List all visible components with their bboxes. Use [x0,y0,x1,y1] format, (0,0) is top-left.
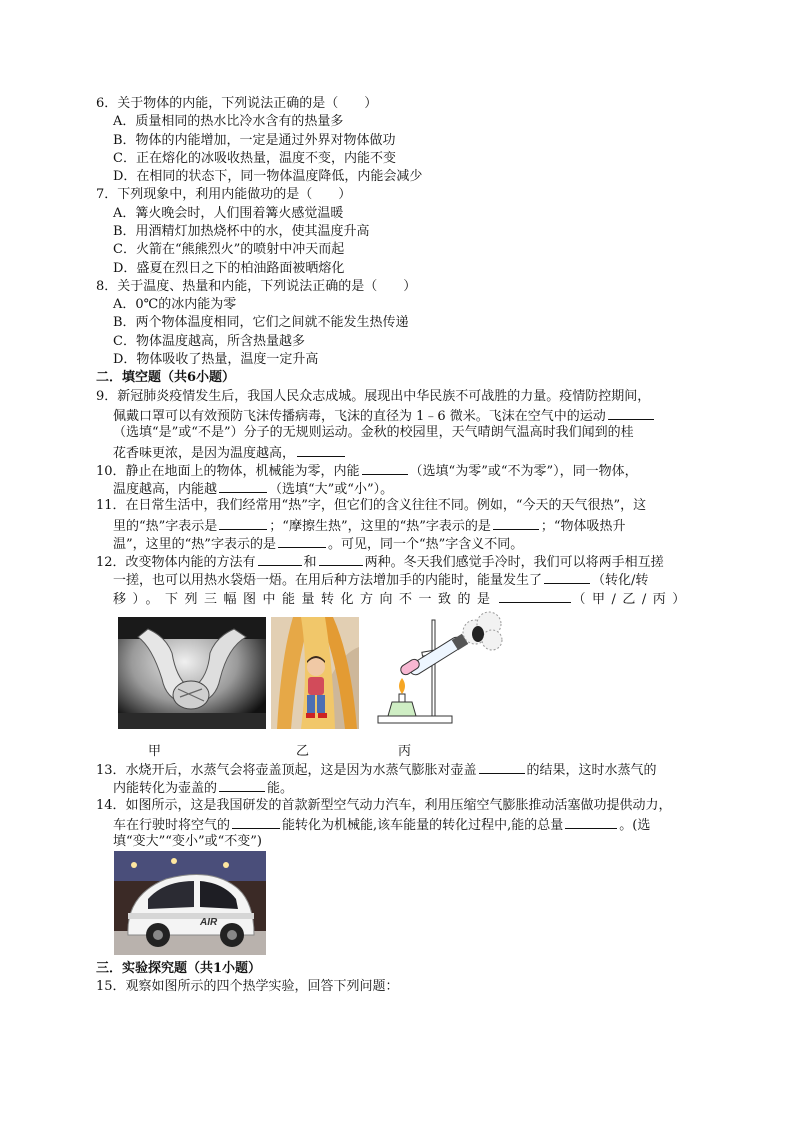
figure-yi-child-slide [271,617,359,729]
q11-blank-1[interactable] [219,516,267,530]
q6-option-d: D．在相同的状态下，同一物体温度降低，内能会减少 [113,169,423,184]
q10-line-1: 10．静止在地面上的物体，机械能为零，内能 （选填“为零”或“不为零”），同一物体， [96,461,638,481]
q7-stem: 7．下列现象中，利用内能做功的是（ ） [96,187,352,202]
q8-option-d: D．物体吸收了热量，温度一定升高 [113,352,319,367]
q13-blank-2[interactable] [219,778,265,792]
section-heading-experiment: 三．实验探究题（共1小题） [96,961,262,976]
q9-line-1: 9．新冠肺炎疫情发生后，我国人民众志成城。展现出中华民族不可战胜的力量。疫情防控期间， [96,389,651,404]
car-air-badge: AIR [200,917,218,928]
q15-stem: 15．观察如图所示的四个热学实验，回答下列问题： [96,979,399,994]
q14-blank-1[interactable] [232,815,280,829]
caption-jia: 甲 [148,744,162,759]
q9-blank-2[interactable] [297,443,345,457]
caption-yi: 乙 [296,744,310,759]
figure-jia-rubbing-hands [118,617,266,729]
q9-line-2: 佩戴口罩可以有效预防飞沫传播病毒，飞沫的直径为 1﹣6 微米。飞沫在空气中的运动 [113,406,656,426]
q11-line-2: 里的“热”字表示是 ；“摩擦生热”，这里的“热”字表示的是 ；“物体吸热升 [113,516,626,536]
q6-option-c: C．正在熔化的冰吸收热量，温度不变，内能不变 [113,151,396,166]
q9-blank-1[interactable] [608,406,654,420]
q9-line-3: （选填“是”或“不是”）分子的无规则运动。金秋的校园里，天气晴朗气温高时我们闻到的桂 [113,425,634,440]
q11-blank-3[interactable] [278,534,326,548]
q8-option-c: C．物体温度越高，所含热量越多 [113,334,305,349]
q6-stem: 6．关于物体的内能，下列说法正确的是（ ） [96,96,378,111]
q13-blank-1[interactable] [479,760,525,774]
figure-bing-test-tube-apparatus [370,606,510,730]
q7-option-b: B．用酒精灯加热烧杯中的水，使其温度升高 [113,224,370,239]
q11-line-1: 11．在日常生活中，我们经常用“热”字，但它们的含义往往不同。例如，“今天的天气很热”，这 [96,498,647,513]
q12-blank-3[interactable] [544,570,590,584]
q12-line-1: 12．改变物体内能的方法有 和 两种。冬天我们感觉手冷时，我们可以将两手相互搓 [96,552,664,572]
caption-bing: 丙 [398,744,412,759]
q12-line-3: 移）。下列三幅图中能量转化方向不一致的是 （甲/乙/丙） [113,589,692,609]
q10-line-2: 温度越高，内能越 （选填“大”或“小”）。 [113,479,393,499]
q8-option-a: A．0℃的冰内能为零 [113,297,237,312]
q14-line-3: 填“变大”“变小”或“不变”) [113,834,262,849]
q12-blank-1[interactable] [258,552,302,566]
q6-option-b: B．物体的内能增加，一定是通过外界对物体做功 [113,133,396,148]
q7-option-d: D．盛夏在烈日之下的柏油路面被晒熔化 [113,261,345,276]
q14-blank-2[interactable] [565,815,617,829]
q12-blank-4[interactable] [499,589,571,603]
q14-line-2: 车在行驶时将空气的 能转化为机械能,该车能量的转化过程中,能的总量 。(选 [113,815,650,835]
q13-line-2: 内能转化为壶盖的 能。 [113,778,293,798]
q9-line-4: 花香味更浓，是因为温度越高， [113,443,347,463]
q13-line-1: 13．水烧开后，水蒸气会将壶盖顶起，这是因为水蒸气膨胀对壶盖 的结果，这时水蒸气的 [96,760,657,780]
q12-blank-2[interactable] [319,552,363,566]
figure-air-car [114,851,266,955]
q12-line-2: 一搓，也可以用热水袋焐一焐。在用后种方法增加手的内能时，能量发生了 （转化/转 [113,570,648,590]
q7-option-a: A．篝火晚会时，人们围着篝火感觉温暖 [113,206,344,221]
q10-blank-2[interactable] [219,479,267,493]
q6-option-a: A．质量相同的热水比冷水含有的热量多 [113,114,344,129]
q10-blank-1[interactable] [362,461,408,475]
section-heading-fill-in: 二．填空题（共6小题） [96,370,236,385]
q8-option-b: B．两个物体温度相同，它们之间就不能发生热传递 [113,315,409,330]
q11-line-3: 温”，这里的“热”字表示的是 。可见，同一个“热”字含义不同。 [113,534,523,554]
q11-blank-2[interactable] [493,516,539,530]
q7-option-c: C．火箭在“熊熊烈火”的喷射中冲天而起 [113,242,345,257]
q14-line-1: 14．如图所示，这是我国研发的首款新型空气动力汽车，利用压缩空气膨胀推动活塞做功提供动力， [96,798,672,813]
q8-stem: 8．关于温度、热量和内能，下列说法正确的是（ ） [96,279,417,294]
